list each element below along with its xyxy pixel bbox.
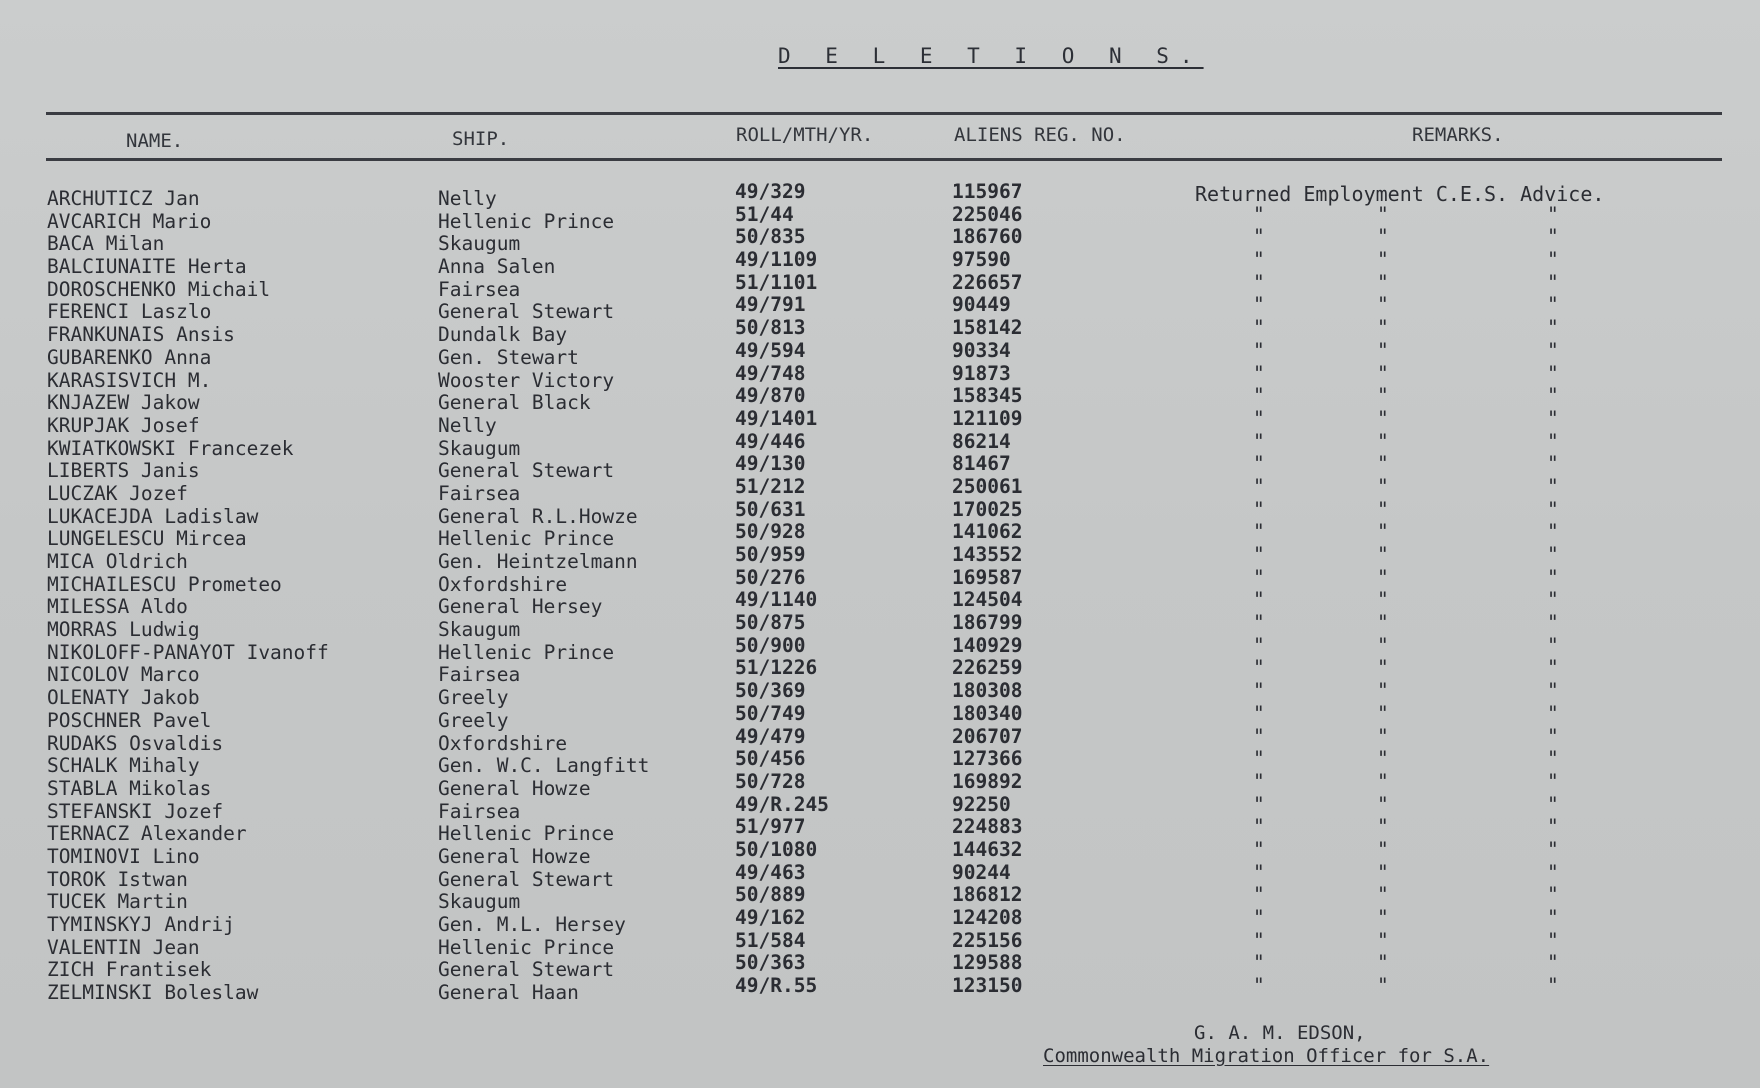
roll-number: 49/479	[735, 724, 806, 748]
ditto-mark: "	[1377, 384, 1389, 408]
ditto-mark: "	[1547, 792, 1559, 816]
roll-number: 50/900	[735, 633, 806, 657]
ditto-mark: "	[1253, 633, 1265, 657]
table-row	[0, 701, 1760, 733]
roll-number: 50/363	[735, 951, 806, 975]
roll-number: 50/813	[735, 316, 806, 340]
person-name: MORRAS Ludwig	[47, 618, 200, 642]
roll-number: 50/749	[735, 701, 806, 725]
roll-number: 50/631	[735, 497, 806, 521]
roll-number: 49/791	[735, 293, 806, 317]
ditto-mark: "	[1253, 769, 1265, 793]
ditto-mark: "	[1253, 883, 1265, 907]
roll-number: 51/584	[735, 928, 806, 952]
ditto-mark: "	[1377, 633, 1389, 657]
ditto-mark: "	[1253, 338, 1265, 362]
roll-number: 49/594	[735, 338, 806, 362]
ditto-mark: "	[1547, 769, 1559, 793]
ship-name: Gen. Heintzelmann	[438, 550, 638, 573]
ditto-mark: "	[1377, 316, 1389, 340]
ditto-mark: "	[1547, 543, 1559, 566]
alien-reg-number: 115967	[952, 180, 1023, 203]
person-name: TOMINOVI Lino	[47, 844, 200, 868]
ditto-mark: "	[1253, 701, 1265, 725]
person-name: BACA Milan	[47, 232, 165, 256]
ditto-mark: "	[1377, 543, 1389, 566]
ditto-mark: "	[1253, 202, 1265, 226]
table-row	[0, 474, 1760, 506]
person-name: OLENATY Jakob	[47, 686, 200, 710]
ditto-mark: "	[1377, 270, 1389, 294]
roll-number: 50/369	[735, 679, 806, 703]
table-row	[0, 452, 1760, 483]
table-row	[0, 406, 1760, 438]
ship-name: General Stewart	[438, 958, 615, 982]
alien-reg-number: 90449	[952, 293, 1011, 317]
table-row	[0, 611, 1760, 642]
person-name: NIKOLOFF-PANAYOT Ivanoff	[47, 640, 329, 664]
alien-reg-number: 250061	[952, 474, 1023, 498]
roll-number: 51/1226	[735, 656, 818, 680]
person-name: FRANKUNAIS Ansis	[47, 323, 235, 347]
ditto-mark: "	[1547, 452, 1559, 476]
ship-name: Gen. M.L. Hersey	[438, 913, 626, 936]
ship-name: Hellenic Prince	[438, 527, 615, 551]
person-name: NICOLOV Marco	[47, 663, 200, 687]
alien-reg-number: 124504	[952, 588, 1023, 612]
ditto-mark: "	[1377, 338, 1389, 362]
ditto-mark: "	[1547, 951, 1559, 975]
alien-reg-number: 140929	[952, 633, 1023, 657]
ditto-mark: "	[1253, 679, 1265, 703]
ditto-mark: "	[1377, 860, 1389, 884]
roll-number: 49/748	[735, 361, 806, 385]
ditto-mark: "	[1253, 565, 1265, 589]
person-name: LIBERTS Janis	[47, 459, 200, 483]
person-name: TOROK Istwan	[47, 867, 188, 891]
ship-name: Greely	[438, 708, 509, 732]
table-row	[0, 769, 1760, 801]
roll-number: 51/1101	[735, 270, 818, 294]
header-alien-reg: ALIENS REG. NO.	[954, 124, 1126, 146]
alien-reg-number: 158142	[952, 316, 1023, 340]
ship-name: General Stewart	[438, 300, 615, 324]
person-name: BALCIUNAITE Herta	[47, 255, 247, 279]
alien-reg-number: 90334	[952, 338, 1011, 362]
ditto-mark: "	[1547, 815, 1559, 839]
ship-name: Hellenic Prince	[438, 209, 615, 233]
person-name: FERENCI Laszlo	[47, 300, 212, 324]
ditto-mark: "	[1377, 452, 1389, 476]
ditto-mark: "	[1547, 633, 1559, 657]
deletions-table	[0, 180, 1760, 1005]
ditto-mark: "	[1377, 951, 1389, 975]
ditto-mark: "	[1547, 406, 1559, 430]
table-row	[0, 724, 1760, 756]
ditto-mark: "	[1377, 724, 1389, 748]
header-ship: SHIP.	[452, 128, 510, 150]
table-row	[0, 747, 1760, 778]
ship-name: Hellenic Prince	[438, 935, 615, 959]
alien-reg-number: 121109	[952, 406, 1023, 430]
person-name: VALENTIN Jean	[47, 935, 200, 959]
table-row	[0, 588, 1760, 619]
ditto-mark: "	[1377, 815, 1389, 839]
header-name: NAME.	[126, 130, 184, 152]
ditto-mark: "	[1377, 928, 1389, 952]
table-row	[0, 520, 1760, 551]
table-row	[0, 180, 1760, 211]
table-row	[0, 248, 1760, 279]
ditto-mark: "	[1547, 361, 1559, 385]
ditto-mark: "	[1253, 248, 1265, 272]
roll-number: 49/162	[735, 906, 806, 929]
ditto-mark: "	[1547, 747, 1559, 771]
ditto-mark: "	[1547, 906, 1559, 929]
ditto-mark: "	[1547, 429, 1559, 453]
ship-name: Skaugum	[438, 232, 521, 256]
signatory-name: G. A. M. EDSON,	[1194, 1022, 1366, 1044]
table-row	[0, 860, 1760, 892]
alien-reg-number: 129588	[952, 951, 1023, 975]
ditto-mark: "	[1253, 543, 1265, 566]
ship-name: Gen. Stewart	[438, 345, 579, 369]
header-roll: ROLL/MTH/YR.	[736, 124, 874, 146]
ditto-mark: "	[1547, 724, 1559, 748]
roll-number: 51/212	[735, 474, 806, 498]
person-name: LUKACEJDA Ladislaw	[47, 504, 259, 528]
ship-name: Hellenic Prince	[438, 822, 615, 846]
ditto-mark: "	[1253, 520, 1265, 544]
ditto-mark: "	[1547, 384, 1559, 408]
ship-name: General Howze	[438, 844, 591, 868]
roll-number: 49/1109	[735, 248, 818, 272]
ditto-mark: "	[1547, 316, 1559, 340]
ditto-mark: "	[1253, 406, 1265, 430]
person-name: SCHALK Mihaly	[47, 754, 200, 778]
ship-name: General Howze	[438, 776, 591, 800]
person-name: ZICH Frantisek	[47, 958, 212, 982]
ship-name: Skaugum	[438, 436, 521, 460]
ditto-mark: "	[1253, 906, 1265, 929]
ditto-mark: "	[1377, 474, 1389, 498]
roll-number: 49/463	[735, 860, 806, 884]
ditto-mark: "	[1253, 384, 1265, 408]
ditto-mark: "	[1253, 429, 1265, 453]
ditto-mark: "	[1377, 361, 1389, 385]
table-row	[0, 293, 1760, 324]
ditto-mark: "	[1377, 656, 1389, 680]
ship-name: Anna Salen	[438, 255, 556, 279]
alien-reg-number: 141062	[952, 520, 1023, 544]
ditto-mark: "	[1377, 248, 1389, 272]
ship-name: Gen. W.C. Langfitt	[438, 754, 650, 778]
table-row	[0, 883, 1760, 914]
ditto-mark: "	[1253, 293, 1265, 317]
alien-reg-number: 225156	[952, 928, 1023, 952]
ditto-mark: "	[1253, 316, 1265, 340]
alien-reg-number: 186812	[952, 883, 1023, 907]
alien-reg-number: 225046	[952, 202, 1023, 226]
ditto-mark: "	[1547, 860, 1559, 884]
ditto-mark: "	[1377, 497, 1389, 521]
roll-number: 50/959	[735, 543, 806, 566]
ditto-mark: "	[1547, 248, 1559, 272]
alien-reg-number: 206707	[952, 724, 1023, 748]
ship-name: Hellenic Prince	[438, 640, 615, 664]
person-name: TERNACZ Alexander	[47, 822, 247, 846]
alien-reg-number: 180308	[952, 679, 1023, 703]
header-bottom-rule	[46, 158, 1722, 161]
alien-reg-number: 90244	[952, 860, 1011, 884]
roll-number: 49/870	[735, 384, 806, 408]
roll-number: 49/130	[735, 452, 806, 476]
ditto-mark: "	[1253, 974, 1265, 998]
ship-name: Fairsea	[438, 481, 521, 505]
ditto-mark: "	[1253, 452, 1265, 476]
alien-reg-number: 91873	[952, 361, 1011, 385]
ship-name: General Hersey	[438, 595, 603, 619]
roll-number: 51/44	[735, 202, 794, 226]
ditto-mark: "	[1253, 361, 1265, 385]
alien-reg-number: 123150	[952, 974, 1023, 998]
roll-number: 49/R.245	[735, 792, 829, 816]
ship-name: Oxfordshire	[438, 572, 568, 596]
alien-reg-number: 169587	[952, 565, 1023, 589]
person-name: STEFANSKI Jozef	[47, 799, 224, 823]
ship-name: General Black	[438, 391, 591, 415]
ditto-mark: "	[1377, 769, 1389, 793]
alien-reg-number: 186799	[952, 611, 1023, 635]
ship-name: Skaugum	[438, 618, 521, 642]
table-row	[0, 951, 1760, 982]
ditto-mark: "	[1253, 792, 1265, 816]
ship-name: Skaugum	[438, 890, 521, 914]
table-row	[0, 429, 1760, 461]
person-name: MILESSA Aldo	[47, 595, 188, 619]
table-row	[0, 565, 1760, 597]
ditto-mark: "	[1377, 293, 1389, 317]
ditto-mark: "	[1377, 406, 1389, 430]
table-row	[0, 679, 1760, 710]
alien-reg-number: 170025	[952, 497, 1023, 521]
roll-number: 49/329	[735, 180, 806, 203]
ditto-mark: "	[1547, 202, 1559, 226]
ship-name: Dundalk Bay	[438, 323, 568, 347]
ditto-mark: "	[1377, 701, 1389, 725]
ditto-mark: "	[1547, 338, 1559, 362]
person-name: ZELMINSKI Boleslaw	[47, 981, 259, 1005]
person-name: TYMINSKYJ Andrij	[47, 913, 235, 936]
ditto-mark: "	[1547, 883, 1559, 907]
person-name: DOROSCHENKO Michail	[47, 277, 271, 301]
ditto-mark: "	[1253, 837, 1265, 861]
alien-reg-number: 92250	[952, 792, 1011, 816]
table-row	[0, 792, 1760, 824]
table-row	[0, 338, 1760, 370]
ditto-mark: "	[1377, 202, 1389, 226]
ditto-mark: "	[1547, 225, 1559, 249]
table-row	[0, 815, 1760, 846]
ditto-mark: "	[1253, 951, 1265, 975]
alien-reg-number: 226259	[952, 656, 1023, 680]
ditto-mark: "	[1377, 906, 1389, 929]
roll-number: 50/276	[735, 565, 806, 589]
ship-name: Greely	[438, 686, 509, 710]
person-name: TUCEK Martin	[47, 890, 188, 914]
alien-reg-number: 180340	[952, 701, 1023, 725]
ditto-mark: "	[1253, 611, 1265, 635]
ditto-mark: "	[1547, 588, 1559, 612]
table-row	[0, 928, 1760, 960]
ditto-mark: "	[1377, 974, 1389, 998]
ditto-mark: "	[1253, 225, 1265, 249]
ditto-mark: "	[1547, 701, 1559, 725]
ship-name: Fairsea	[438, 277, 521, 301]
ditto-mark: "	[1547, 837, 1559, 861]
ditto-mark: "	[1377, 883, 1389, 907]
ditto-mark: "	[1253, 747, 1265, 771]
roll-number: 50/889	[735, 883, 806, 907]
ditto-mark: "	[1377, 429, 1389, 453]
ship-name: General R.L.Howze	[438, 504, 638, 528]
person-name: KARASISVICH M.	[47, 368, 212, 392]
person-name: LUNGELESCU Mircea	[47, 527, 247, 551]
ditto-mark: "	[1547, 520, 1559, 544]
ditto-mark: "	[1547, 565, 1559, 589]
ship-name: Fairsea	[438, 799, 521, 823]
alien-reg-number: 97590	[952, 248, 1011, 272]
alien-reg-number: 224883	[952, 815, 1023, 839]
alien-reg-number: 81467	[952, 452, 1011, 476]
ditto-mark: "	[1253, 474, 1265, 498]
ditto-mark: "	[1547, 293, 1559, 317]
signatory-title: Commonwealth Migration Officer for S.A.	[1043, 1045, 1490, 1067]
ditto-mark: "	[1377, 611, 1389, 635]
person-name: ARCHUTICZ Jan	[47, 187, 200, 210]
ditto-mark: "	[1253, 588, 1265, 612]
roll-number: 50/835	[735, 225, 806, 249]
table-row	[0, 270, 1760, 302]
roll-number: 49/R.55	[735, 974, 818, 998]
roll-number: 49/446	[735, 429, 806, 453]
ditto-mark: "	[1377, 565, 1389, 589]
ship-name: Nelly	[438, 413, 497, 437]
table-row	[0, 225, 1760, 256]
alien-reg-number: 169892	[952, 769, 1023, 793]
ditto-mark: "	[1377, 225, 1389, 249]
table-row	[0, 202, 1760, 234]
alien-reg-number: 127366	[952, 747, 1023, 771]
ditto-mark: "	[1377, 747, 1389, 771]
table-row	[0, 361, 1760, 393]
roll-number: 49/1401	[735, 406, 818, 430]
ditto-mark: "	[1253, 815, 1265, 839]
ship-name: Fairsea	[438, 663, 521, 687]
person-name: MICA Oldrich	[47, 550, 188, 573]
table-row	[0, 974, 1760, 1005]
person-name: AVCARICH Mario	[47, 209, 212, 233]
table-row	[0, 384, 1760, 415]
ditto-mark: "	[1377, 837, 1389, 861]
table-row	[0, 316, 1760, 347]
person-name: KNJAZEW Jakow	[47, 391, 200, 415]
alien-reg-number: 144632	[952, 837, 1023, 861]
roll-number: 50/875	[735, 611, 806, 635]
person-name: KRUPJAK Josef	[47, 413, 200, 437]
alien-reg-number: 86214	[952, 429, 1011, 453]
ditto-mark: "	[1377, 792, 1389, 816]
person-name: POSCHNER Pavel	[47, 708, 212, 732]
table-row	[0, 837, 1760, 869]
alien-reg-number: 124208	[952, 906, 1023, 929]
ship-name: Oxfordshire	[438, 731, 568, 755]
roll-number: 50/728	[735, 769, 806, 793]
ditto-mark: "	[1253, 656, 1265, 680]
ditto-mark: "	[1377, 679, 1389, 703]
table-row	[0, 633, 1760, 665]
ditto-mark: "	[1547, 928, 1559, 952]
ship-name: General Stewart	[438, 867, 615, 891]
ditto-mark: "	[1377, 588, 1389, 612]
ditto-mark: "	[1253, 724, 1265, 748]
alien-reg-number: 186760	[952, 225, 1023, 249]
person-name: KWIATKOWSKI Francezek	[47, 436, 294, 460]
person-name: GUBARENKO Anna	[47, 345, 212, 369]
header-top-rule	[46, 112, 1722, 115]
ditto-mark: "	[1253, 860, 1265, 884]
ditto-mark: "	[1377, 520, 1389, 544]
page-title: D E L E T I O N S.	[778, 44, 1204, 68]
ship-name: General Haan	[438, 981, 579, 1005]
roll-number: 51/977	[735, 815, 806, 839]
alien-reg-number: 143552	[952, 543, 1023, 566]
ship-name: Nelly	[438, 187, 497, 210]
table-row	[0, 906, 1760, 937]
ditto-mark: "	[1547, 497, 1559, 521]
ditto-mark: "	[1547, 270, 1559, 294]
roll-number: 50/928	[735, 520, 806, 544]
ditto-mark: "	[1547, 679, 1559, 703]
ditto-mark: "	[1547, 974, 1559, 998]
table-row	[0, 656, 1760, 687]
ditto-mark: "	[1253, 928, 1265, 952]
ditto-mark: "	[1547, 656, 1559, 680]
alien-reg-number: 158345	[952, 384, 1023, 408]
ditto-mark: "	[1253, 270, 1265, 294]
ship-name: Wooster Victory	[438, 368, 615, 392]
person-name: LUCZAK Jozef	[47, 481, 188, 505]
person-name: STABLA Mikolas	[47, 776, 212, 800]
first-remark: Returned Employment C.E.S. Advice.	[1195, 182, 1605, 206]
header-remarks: REMARKS.	[1412, 124, 1504, 146]
person-name: MICHAILESCU Prometeo	[47, 572, 282, 596]
person-name: RUDAKS Osvaldis	[47, 731, 224, 755]
ditto-mark: "	[1253, 497, 1265, 521]
alien-reg-number: 226657	[952, 270, 1023, 294]
roll-number: 50/456	[735, 747, 806, 771]
table-row	[0, 497, 1760, 529]
table-row	[0, 543, 1760, 574]
ditto-mark: "	[1547, 611, 1559, 635]
ditto-mark: "	[1547, 474, 1559, 498]
ship-name: General Stewart	[438, 459, 615, 483]
roll-number: 49/1140	[735, 588, 818, 612]
roll-number: 50/1080	[735, 837, 818, 861]
